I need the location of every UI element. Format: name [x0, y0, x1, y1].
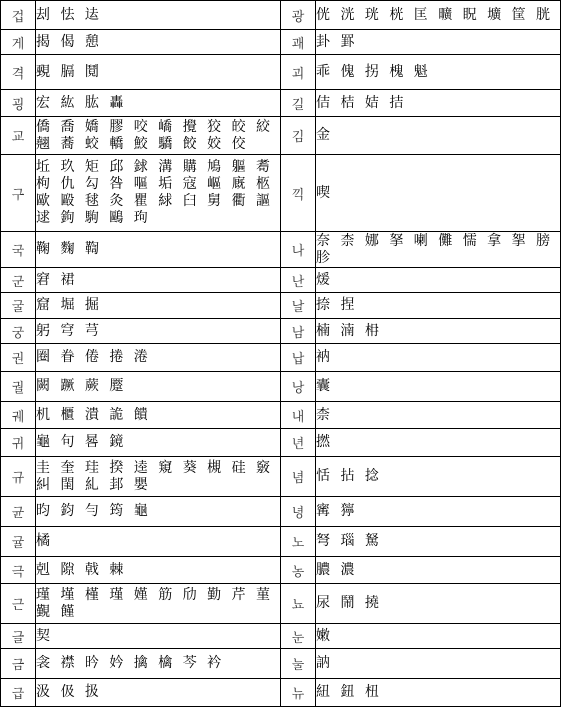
right-column-table	[280, 0, 561, 707]
hanja-characters: 奈 柰 娜 拏 喇 儺 懦 拿 挐 膀 胗	[316, 232, 561, 268]
reading-syllable: 녕	[281, 497, 316, 527]
right-table-row	[281, 649, 561, 679]
reading-syllable: 궁	[1, 319, 36, 344]
reading-syllable: 근	[1, 584, 36, 624]
reading-syllable: 격	[1, 55, 36, 90]
hanja-characters: 弩 瑙 駑	[316, 527, 561, 557]
left-table-row	[1, 624, 281, 649]
right-table-row	[281, 679, 561, 707]
left-table-row	[1, 232, 281, 268]
reading-syllable: 급	[1, 679, 36, 707]
hanja-characters: 宏 紘 肱 轟	[36, 90, 281, 117]
hanja-characters: 佶 桔 姞 拮	[316, 90, 561, 117]
right-table-row	[281, 457, 561, 497]
reading-syllable: 괴	[281, 55, 316, 90]
reading-syllable: 년	[281, 429, 316, 457]
reading-syllable: 광	[281, 1, 316, 30]
hanja-characters: 煖	[316, 268, 561, 293]
reading-syllable: 김	[281, 117, 316, 155]
reading-syllable: 겁	[1, 1, 36, 30]
reading-syllable: 극	[1, 557, 36, 584]
hanja-characters: 橘	[36, 527, 281, 557]
reading-syllable: 낭	[281, 372, 316, 402]
left-table-row	[1, 402, 281, 429]
right-table-row	[281, 584, 561, 624]
left-table-row	[1, 155, 281, 232]
reading-syllable: 귤	[1, 527, 36, 557]
reading-syllable: 길	[281, 90, 316, 117]
right-table-row	[281, 402, 561, 429]
hanja-characters: 衲	[316, 344, 561, 372]
right-table-row	[281, 117, 561, 155]
left-table-row	[1, 679, 281, 707]
right-table-row	[281, 497, 561, 527]
right-table-row	[281, 557, 561, 584]
hanja-characters: 膿 濃	[316, 557, 561, 584]
hanja-characters: 窟 堀 掘	[36, 293, 281, 319]
left-table-row	[1, 372, 281, 402]
hanja-characters: 金	[316, 117, 561, 155]
hanja-characters: 剋 隙 戟 棘	[36, 557, 281, 584]
reading-syllable: 난	[281, 268, 316, 293]
hanja-characters: 鞠 麴 鞫	[36, 232, 281, 268]
left-table-row	[1, 268, 281, 293]
reading-syllable: 날	[281, 293, 316, 319]
hanja-characters: 楠 湳 枏	[316, 319, 561, 344]
left-table-row	[1, 30, 281, 55]
hanja-characters: 柰	[316, 402, 561, 429]
right-table-row	[281, 293, 561, 319]
right-table-row	[281, 1, 561, 30]
right-table-row	[281, 55, 561, 90]
reading-syllable: 념	[281, 457, 316, 497]
hanja-characters: 尿 鬧 撓	[316, 584, 561, 624]
reading-syllable: 구	[1, 155, 36, 232]
reading-syllable: 뇨	[281, 584, 316, 624]
hanja-characters: 龜 句 晷 鏡	[36, 429, 281, 457]
hanja-characters: 紐 鈕 杻	[316, 679, 561, 707]
left-table-row	[1, 117, 281, 155]
right-table-row	[281, 268, 561, 293]
hanja-characters: 乖 傀 拐 槐 魁	[316, 55, 561, 90]
hanja-characters: 机 櫃 潰 詭 饋	[36, 402, 281, 429]
reading-syllable: 귀	[1, 429, 36, 457]
hanja-characters: 刦 怯 迲	[36, 1, 281, 30]
reading-syllable: 궤	[1, 402, 36, 429]
reading-syllable: 권	[1, 344, 36, 372]
left-table-row	[1, 584, 281, 624]
reading-syllable: 국	[1, 232, 36, 268]
reading-syllable: 균	[1, 497, 36, 527]
hanja-characters: 圭 奎 珪 揆 逵 窺 葵 槻 硅 竅 糾 閨 糺 邽 嬰	[36, 457, 281, 497]
reading-syllable: 농	[281, 557, 316, 584]
hanja-characters: 恬 拈 捻	[316, 457, 561, 497]
reading-syllable: 납	[281, 344, 316, 372]
hanja-characters: 喫	[316, 155, 561, 232]
left-table-row	[1, 90, 281, 117]
hanja-characters: 捺 捏	[316, 293, 561, 319]
right-table-row	[281, 30, 561, 55]
hanja-characters: 撚	[316, 429, 561, 457]
reading-syllable: 괘	[281, 30, 316, 55]
hanja-characters: 躬 穹 芎	[36, 319, 281, 344]
right-table-row	[281, 344, 561, 372]
hanja-characters: 覡 膈 鬩	[36, 55, 281, 90]
reading-syllable: 남	[281, 319, 316, 344]
left-table-row	[1, 293, 281, 319]
left-table-row	[1, 557, 281, 584]
reading-syllable: 뉴	[281, 679, 316, 707]
left-table-row	[1, 457, 281, 497]
hanja-characters: 寗 獰	[316, 497, 561, 527]
reading-syllable: 궐	[1, 372, 36, 402]
left-table-row	[1, 1, 281, 30]
hanja-characters: 侊 洸 珖 桄 匡 曠 眖 壙 筐 胱	[316, 1, 561, 30]
right-table-row	[281, 527, 561, 557]
hanja-characters: 契	[36, 624, 281, 649]
reading-syllable: 규	[1, 457, 36, 497]
hanja-characters: 圈 眷 倦 捲 淃	[36, 344, 281, 372]
left-table-row	[1, 649, 281, 679]
left-table-row	[1, 319, 281, 344]
reading-syllable: 눈	[281, 624, 316, 649]
left-table-row	[1, 344, 281, 372]
right-table-row	[281, 429, 561, 457]
right-table-row	[281, 372, 561, 402]
hanja-characters: 窘 裙	[36, 268, 281, 293]
reading-syllable: 교	[1, 117, 36, 155]
right-table-row	[281, 90, 561, 117]
hanja-characters: 汲 伋 扱	[36, 679, 281, 707]
right-table-row	[281, 155, 561, 232]
left-table-row	[1, 55, 281, 90]
right-table-row	[281, 319, 561, 344]
right-table-row	[281, 624, 561, 649]
hanja-characters: 僑 喬 嬌 膠 咬 嶠 攪 狡 皎 絞 翹 蕎 蛟 轎 鮫 驕 餃 姣 佼	[36, 117, 281, 155]
right-table-row	[281, 232, 561, 268]
hanja-characters: 衾 襟 昑 妗 擒 檎 芩 衿	[36, 649, 281, 679]
reading-syllable: 끽	[281, 155, 316, 232]
left-table-row	[1, 527, 281, 557]
reading-syllable: 게	[1, 30, 36, 55]
reading-syllable: 굴	[1, 293, 36, 319]
reading-syllable: 눌	[281, 649, 316, 679]
left-column-body	[1, 1, 281, 707]
hanja-characters: 瑾 墐 槿 瑾 嫤 筋 劤 勤 芹 菫 覲 饉	[36, 584, 281, 624]
hanja-characters: 訥	[316, 649, 561, 679]
reading-syllable: 내	[281, 402, 316, 429]
reading-syllable: 굉	[1, 90, 36, 117]
reading-syllable: 금	[1, 649, 36, 679]
left-table-row	[1, 497, 281, 527]
hanja-characters: 揭 偈 憩	[36, 30, 281, 55]
reading-syllable: 군	[1, 268, 36, 293]
hanja-characters: 昀 鈞 勻 筠 龜	[36, 497, 281, 527]
reading-syllable: 글	[1, 624, 36, 649]
right-column-body	[281, 1, 561, 707]
hanja-characters: 卦 罫	[316, 30, 561, 55]
reading-syllable: 나	[281, 232, 316, 268]
reading-syllable: 노	[281, 527, 316, 557]
hanja-characters: 囊	[316, 372, 561, 402]
hanja-characters: 坵 玖 矩 邱 銶 溝 購 鳩 軀 耈 枸 仇 勾 咎 嘔 垢 寇 嶇 廐 柩 歐 毆 毬 灸 瞿 絿 臼 舅 衢 謳 逑 鉤 駒 鷗 玽	[36, 155, 281, 232]
hanja-characters: 闕 蹶 蕨 蹷	[36, 372, 281, 402]
left-table-row	[1, 429, 281, 457]
hanja-characters: 嫩	[316, 624, 561, 649]
